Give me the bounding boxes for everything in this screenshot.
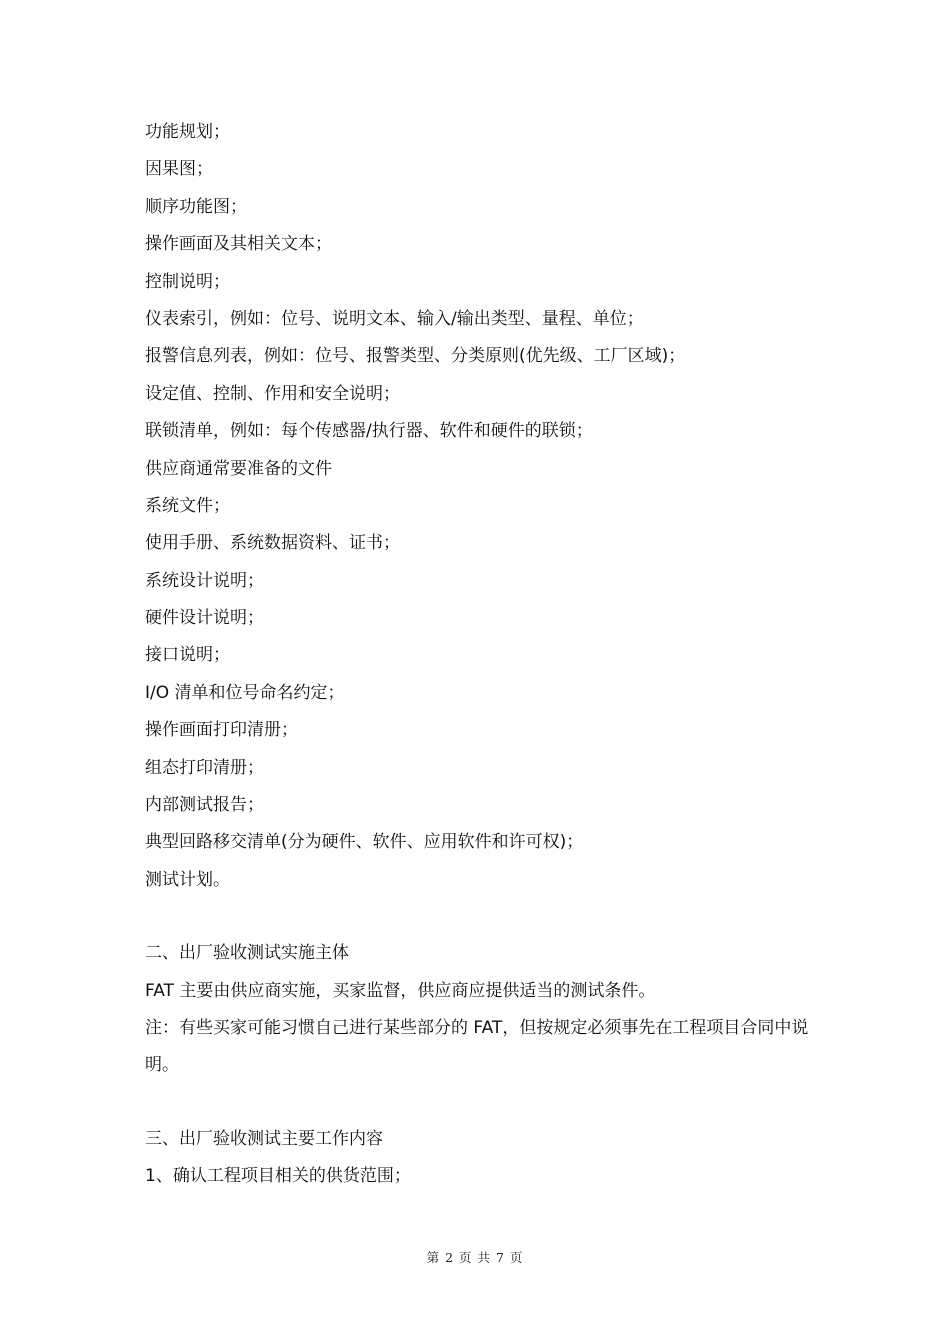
document-body xyxy=(145,114,813,1196)
list-item: 操作画面及其相关文本； xyxy=(145,234,332,255)
list-item: 系统设计说明； xyxy=(145,570,264,591)
section-spacer xyxy=(145,899,813,935)
list-item: 顺序功能图； xyxy=(145,196,247,217)
list-item: 内部测试报告； xyxy=(145,795,264,816)
list-item: 操作画面打印清册； xyxy=(145,720,298,741)
list-subheading: 供应商通常要准备的文件 xyxy=(145,458,332,479)
list-item: 硬件设计说明； xyxy=(145,608,264,629)
list-item: 接口说明； xyxy=(145,645,230,666)
list-item: 仪表索引，例如：位号、说明文本、输入/输出类型、量程、单位； xyxy=(145,308,644,329)
section-spacer xyxy=(145,1085,813,1121)
list-item: I/O 清单和位号命名约定； xyxy=(145,682,345,703)
list-item: 使用手册、系统数据资料、证书； xyxy=(145,533,400,554)
section-heading: 三、出厂验收测试主要工作内容 xyxy=(145,1128,383,1149)
list-item: 测试计划。 xyxy=(145,869,230,890)
list-item: 联锁清单，例如：每个传感器/执行器、软件和硬件的联锁； xyxy=(145,421,593,442)
section-heading: 二、出厂验收测试实施主体 xyxy=(145,943,349,964)
paragraph: FAT 主要由供应商实施，买家监督，供应商应提供适当的测试条件。 xyxy=(145,980,656,1001)
list-item: 典型回路移交清单(分为硬件、软件、应用软件和许可权)； xyxy=(145,832,584,853)
page-number-footer: 第 2 页 共 7 页 xyxy=(426,1250,524,1265)
list-item: 功能规划； xyxy=(145,122,230,142)
list-item: 1、确认工程项目相关的供货范围； xyxy=(145,1166,411,1187)
list-item: 系统文件； xyxy=(145,495,230,516)
list-item: 控制说明； xyxy=(145,271,230,292)
list-item: 设定值、控制、作用和安全说明； xyxy=(145,383,400,404)
list-item: 组态打印清册； xyxy=(145,757,264,778)
list-item: 报警信息列表，例如：位号、报警类型、分类原则(优先级、工厂区域)； xyxy=(145,346,686,367)
note-paragraph: 注：有些买家可能习惯自己进行某些部分的 FAT，但按规定必须事先在工程项目合同中说明。 xyxy=(145,1017,809,1076)
list-item: 因果图； xyxy=(145,159,213,180)
